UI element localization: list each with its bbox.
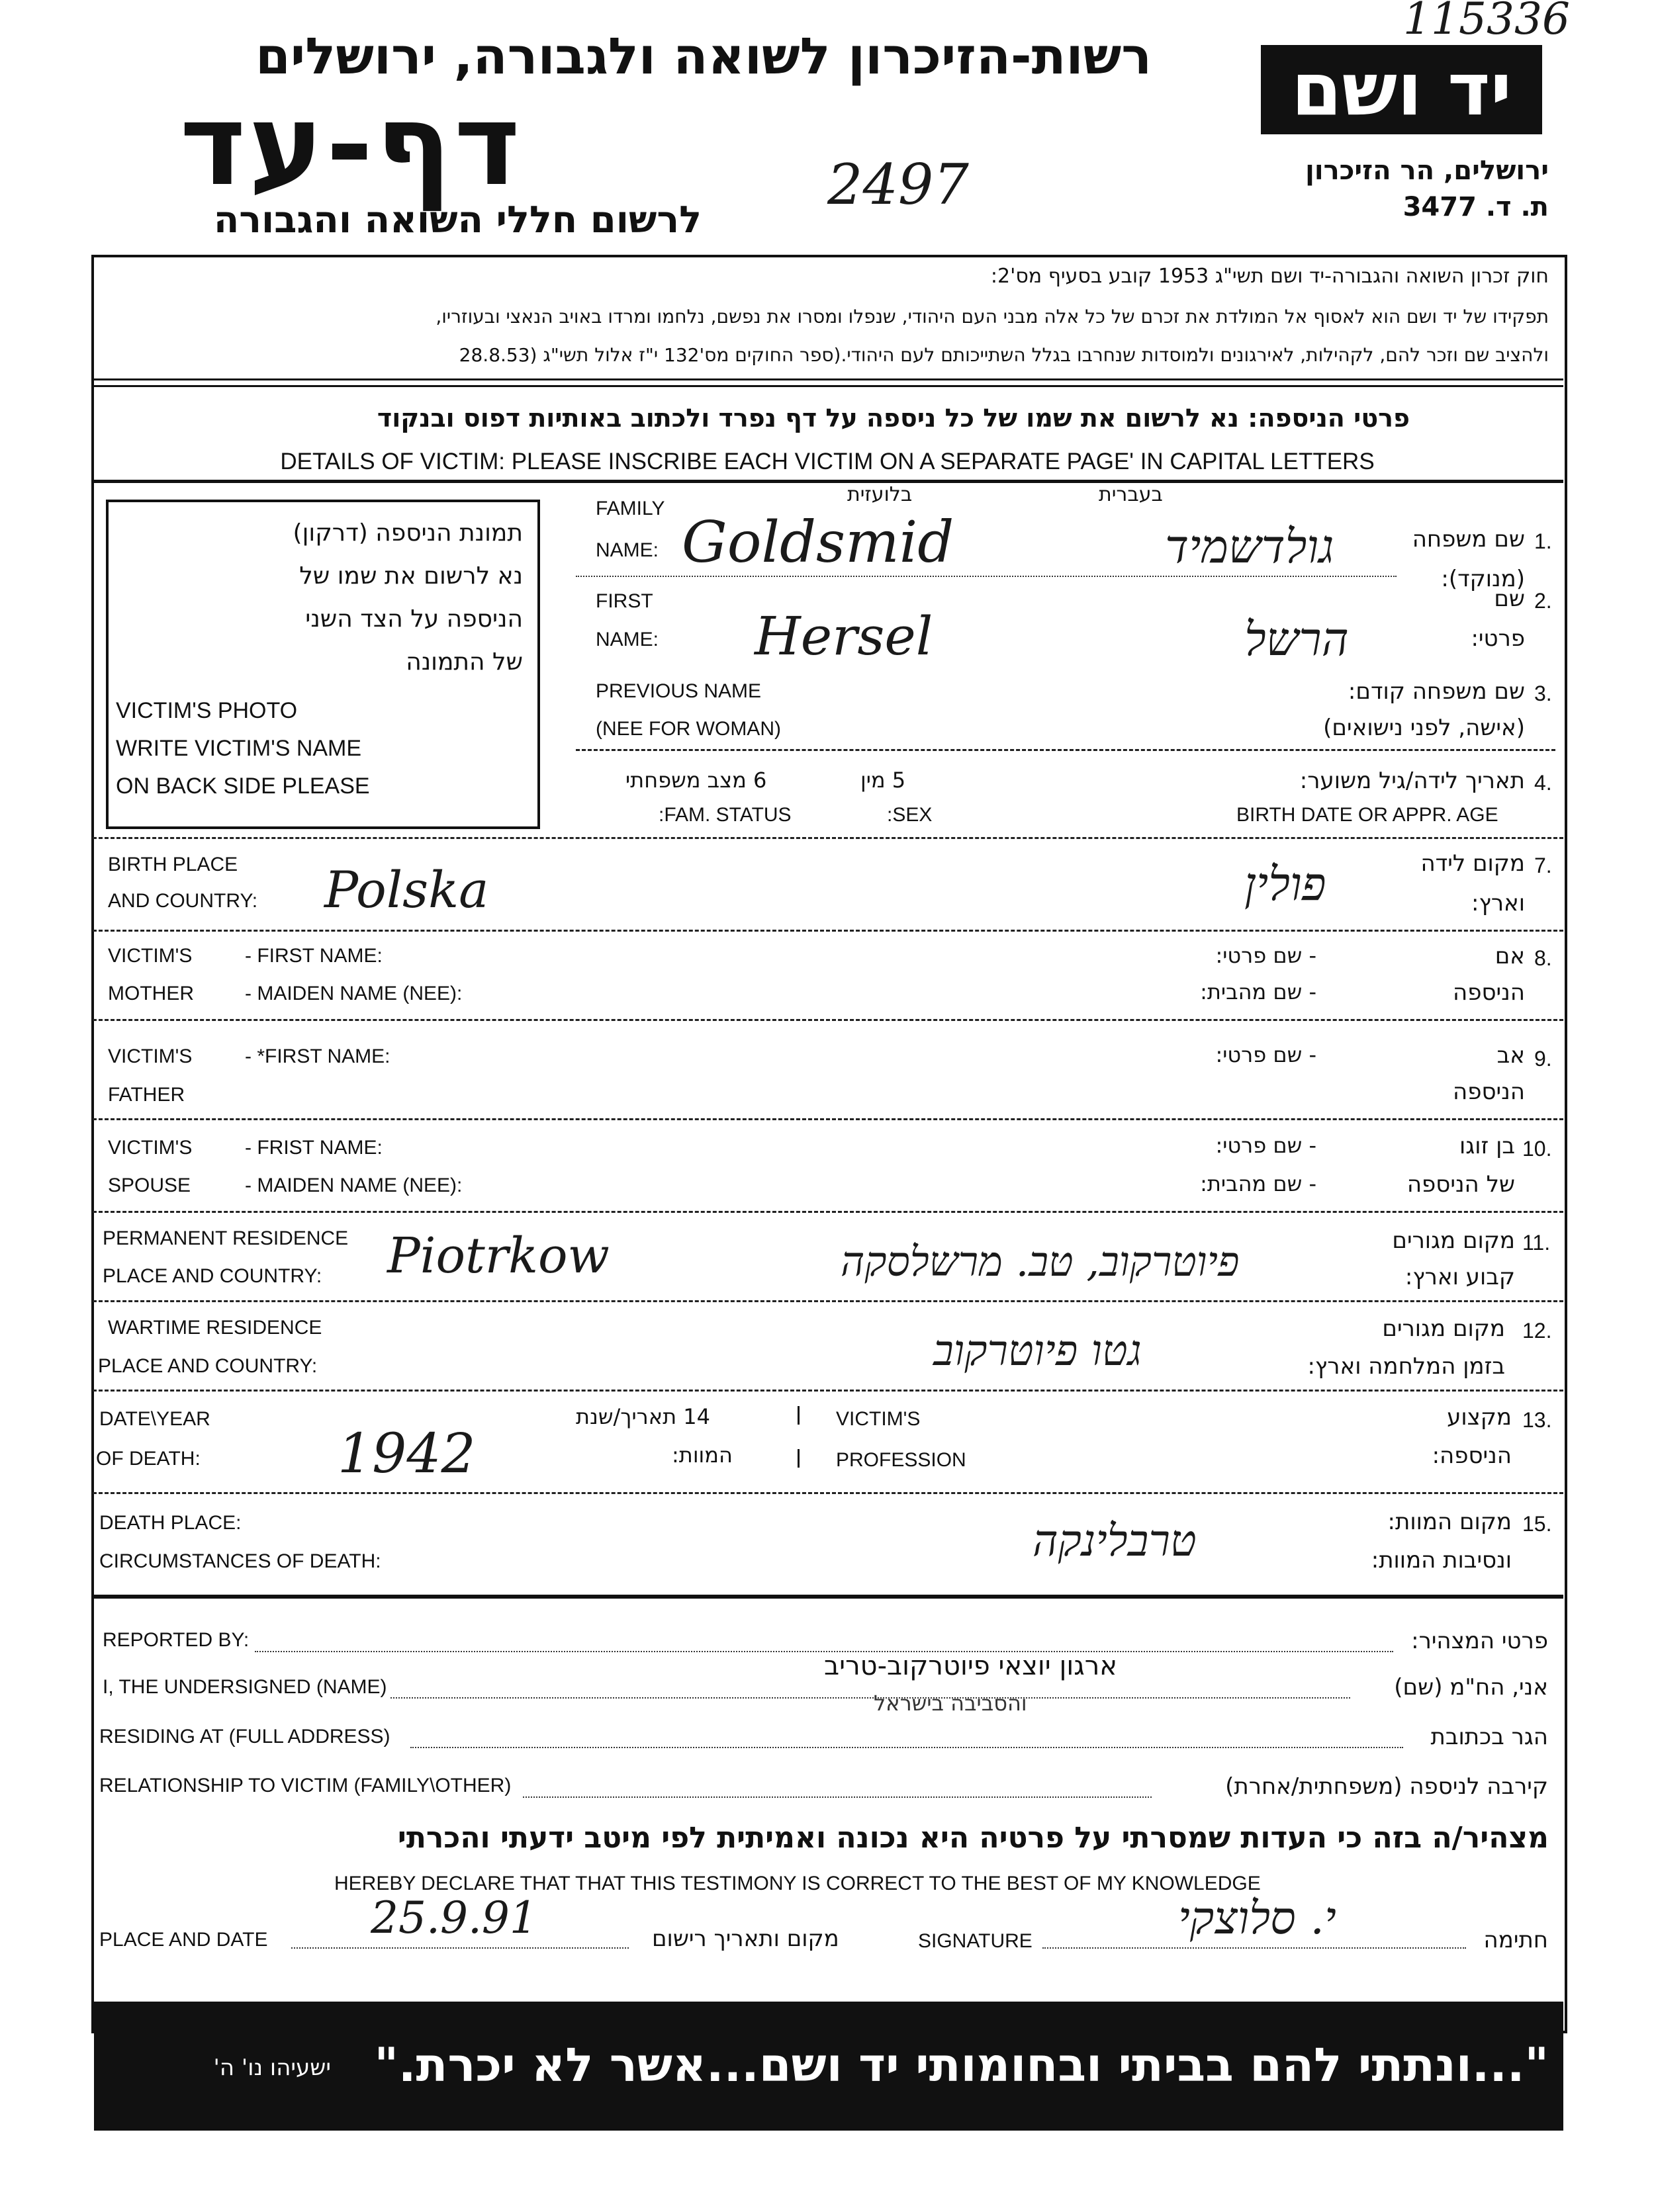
f8-en1: VICTIM'S bbox=[108, 945, 193, 967]
f10-en2: SPOUSE bbox=[108, 1174, 191, 1196]
f11-en2: PLACE AND COUNTRY: bbox=[103, 1265, 322, 1287]
signature-value[interactable]: י. סלוצקי bbox=[1178, 1892, 1336, 1945]
f8-en-sub2: - MAIDEN NAME (NEE): bbox=[245, 983, 463, 1004]
f7-he1: מקום לידה bbox=[1420, 850, 1525, 877]
f1-he2: (מנוקד): bbox=[1441, 566, 1525, 592]
f12-he1: מקום מגורים bbox=[1382, 1315, 1505, 1342]
f3-he2: (אישה, לפני נישואים) bbox=[1323, 715, 1525, 741]
f14-value-year[interactable]: 1942 bbox=[338, 1423, 476, 1485]
reporter-address-he: הגר בכתובת bbox=[1430, 1724, 1548, 1750]
f15-he2: ונסיבות המוות: bbox=[1371, 1547, 1512, 1573]
f4-en1: BIRTH DATE OR APPR. AGE bbox=[1236, 804, 1498, 826]
f8-en-sub1: - FIRST NAME: bbox=[245, 945, 383, 967]
f14-date-he1: 14 תאריך/שנת bbox=[576, 1404, 711, 1429]
f12-en1: WARTIME RESIDENCE bbox=[108, 1317, 322, 1339]
f8-num: 8. bbox=[1534, 946, 1552, 970]
f13-num: 13. bbox=[1522, 1408, 1552, 1432]
f11-he1: מקום מגורים bbox=[1392, 1227, 1515, 1254]
f11-he2: קבוע וארץ: bbox=[1404, 1264, 1515, 1290]
f10-en-sub2: - MAIDEN NAME (NEE): bbox=[245, 1174, 463, 1196]
f11-en1: PERMANENT RESIDENCE bbox=[103, 1227, 349, 1249]
f7-en1: BIRTH PLACE bbox=[108, 854, 238, 875]
f9-num: 9. bbox=[1534, 1047, 1552, 1071]
place-date-he: מקום ותאריך רישום bbox=[652, 1925, 839, 1952]
address-line2: ת. ד. 3477 bbox=[1402, 192, 1549, 222]
f9-he2: הניספה bbox=[1453, 1079, 1525, 1105]
f3-en1: PREVIOUS NAME bbox=[596, 680, 762, 702]
reporter-name-value1[interactable]: ארגון יוצאי פיוטרקוב-טריב bbox=[824, 1651, 1118, 1681]
f7-he2: וארץ: bbox=[1471, 890, 1525, 916]
f10-sub2: - שם מהבית: bbox=[1200, 1171, 1316, 1196]
f9-en2: FATHER bbox=[108, 1084, 185, 1106]
f4-num: 4. bbox=[1534, 771, 1552, 795]
reporter-address-en: RESIDING AT (FULL ADDRESS) bbox=[99, 1726, 391, 1747]
f13-en2: PROFESSION bbox=[836, 1449, 966, 1471]
f2-num: 2. bbox=[1534, 589, 1552, 613]
f8-he2: הניספה bbox=[1453, 979, 1525, 1006]
f1-en1: FAMILY bbox=[596, 498, 665, 519]
f9-he1: אב bbox=[1496, 1042, 1525, 1069]
f11-num: 11. bbox=[1522, 1231, 1551, 1255]
f15-he1: מקום המוות: bbox=[1387, 1509, 1512, 1535]
f15-num: 15. bbox=[1522, 1512, 1552, 1536]
f13-en1: VICTIM'S bbox=[836, 1408, 921, 1430]
f3-he1: שם משפחה קודם: bbox=[1348, 678, 1525, 705]
law-text-line1: חוק זכרון השואה והגבורה-יד ושם תשי"ג 1953 קובע בסעיף מס'2: bbox=[990, 265, 1549, 288]
declaration-en: HEREBY DECLARE THAT THAT THIS TESTIMONY IS CORRECT TO THE BEST OF MY KNOWLEDGE bbox=[334, 1873, 1261, 1894]
f13-he1: מקצוע bbox=[1447, 1404, 1512, 1431]
f11-value-latin[interactable]: Piotrkow bbox=[387, 1227, 610, 1284]
reporter-title-he: פרטי המצהיר: bbox=[1411, 1628, 1548, 1654]
photo-box-he4: של התמונה bbox=[406, 648, 523, 676]
f8-sub2: - שם מהבית: bbox=[1200, 979, 1316, 1004]
photo-box-en3: ON BACK SIDE PLEASE bbox=[116, 774, 370, 799]
f15-en2: CIRCUMSTANCES OF DEATH: bbox=[99, 1550, 381, 1572]
f12-he2: בזמן המלחמה וארץ: bbox=[1307, 1353, 1505, 1380]
institution-name: רשות-הזיכרון לשואה ולגבורה, ירושלים bbox=[255, 26, 1152, 85]
f1-value-latin[interactable]: Goldsmid bbox=[682, 509, 954, 576]
reporter-name-he: אני, הח"מ (שם) bbox=[1394, 1674, 1548, 1701]
f4-fam-he: 6 מצב משפחתי bbox=[625, 768, 767, 793]
reporter-title-en: REPORTED BY: bbox=[103, 1629, 250, 1651]
footer-source: ישעיהו נו' ה' bbox=[213, 2055, 331, 2081]
f15-value-hebrew[interactable]: טרבלינקה bbox=[1033, 1515, 1197, 1566]
f1-num: 1. bbox=[1534, 529, 1552, 553]
photo-box-en1: VICTIM'S PHOTO bbox=[116, 698, 298, 723]
f7-value-hebrew[interactable]: פולין bbox=[1244, 857, 1326, 911]
f2-he1: שם bbox=[1494, 586, 1525, 612]
f10-en1: VICTIM'S bbox=[108, 1137, 193, 1159]
f8-he1: אם bbox=[1494, 943, 1525, 969]
f10-num: 10. bbox=[1522, 1137, 1552, 1161]
f4-sex-en: :SEX bbox=[887, 804, 933, 826]
photo-box-en2: WRITE VICTIM'S NAME bbox=[116, 736, 362, 761]
form-subtitle: לרשום חללי השואה והגבורה bbox=[213, 199, 702, 242]
yad-vashem-logo: יד ושם bbox=[1261, 45, 1542, 134]
signature-en: SIGNATURE bbox=[918, 1930, 1033, 1952]
f2-value-latin[interactable]: Hersel bbox=[755, 605, 933, 667]
f12-value-hebrew[interactable]: גטו פיוטרקוב bbox=[933, 1327, 1142, 1376]
f1-value-hebrew[interactable]: גולדשמיד bbox=[1165, 519, 1334, 574]
reporter-name-en: I, THE UNDERSIGNED (NAME) bbox=[103, 1676, 387, 1698]
details-heading-he: פרטי הניספה: נא לרשום את שמו של כל ניספה על דף נפרד ולכתוב באותיות דפוס ובנקוד bbox=[377, 404, 1410, 433]
f12-num: 12. bbox=[1522, 1319, 1552, 1343]
f8-sub1: - שם פרטי: bbox=[1215, 943, 1316, 968]
reporter-relationship-he: קירבה לניספה (משפחתית/אחרת) bbox=[1225, 1773, 1548, 1800]
f10-en-sub1: - FRIST NAME: bbox=[245, 1137, 383, 1159]
place-date-en: PLACE AND DATE bbox=[99, 1929, 268, 1951]
col-latin: בלועזית bbox=[847, 483, 913, 506]
archive-number: 115336 bbox=[1403, 0, 1570, 44]
f9-en-sub1: - *FIRST NAME: bbox=[245, 1045, 391, 1067]
f7-num: 7. bbox=[1534, 854, 1552, 877]
col-hebrew: בעברית bbox=[1099, 483, 1163, 506]
f4-he1: תאריך לידה/גיל משוער: bbox=[1299, 768, 1525, 794]
f1-en2: NAME: bbox=[596, 539, 659, 561]
details-heading-en: DETAILS OF VICTIM: PLEASE INSCRIBE EACH VICTIM ON A SEPARATE PAGE' IN CAPITAL LETTERS bbox=[280, 449, 1375, 474]
f1-he1: שם משפחה bbox=[1412, 526, 1525, 553]
reporter-name-value2[interactable]: והסביבה בישראל bbox=[874, 1691, 1027, 1716]
f7-value-latin[interactable]: Polska bbox=[324, 860, 489, 919]
f14-date-en1: DATE\YEAR bbox=[99, 1408, 210, 1430]
f10-he2: של הניספה bbox=[1406, 1171, 1515, 1198]
f10-he1: בן זוגו bbox=[1459, 1133, 1515, 1159]
signature-he: חתימה bbox=[1483, 1927, 1548, 1953]
place-date-value[interactable]: 25.9.91 bbox=[371, 1892, 537, 1943]
f8-en2: MOTHER bbox=[108, 983, 194, 1004]
f12-en2: PLACE AND COUNTRY: bbox=[98, 1355, 318, 1377]
f9-sub1: - שם פרטי: bbox=[1215, 1042, 1316, 1067]
photo-box-he2: נא לרשום את שמו של bbox=[299, 562, 523, 590]
f11-value-hebrew[interactable]: פיוטרקוב, טב. מרשלסקה bbox=[841, 1237, 1240, 1286]
f2-value-hebrew[interactable]: הרשל bbox=[1244, 612, 1349, 666]
page-number: 2497 bbox=[827, 152, 969, 217]
address-line1: ירושלים, הר הזיכרון bbox=[1305, 155, 1549, 186]
f15-en1: DEATH PLACE: bbox=[99, 1512, 242, 1534]
form-title: דף-עד bbox=[179, 80, 523, 211]
photo-box-he3: הניספה על הצד השני bbox=[305, 605, 523, 633]
law-text-line2: תפקידו של יד ושם הוא לאסוף אל המולדת את זכרם של כל אלה מבני העם היהודי, שנפלו ומסרו את נפשם, נלחמו ומרדו באויב הנאצי ובעוזריו, bbox=[436, 306, 1549, 328]
f7-en2: AND COUNTRY: bbox=[108, 890, 258, 912]
f3-en2: (NEE FOR WOMAN) bbox=[596, 718, 781, 740]
f4-fam-en: :FAM. STATUS bbox=[659, 804, 792, 826]
footer-quote: "...ונתתי להם בביתי ובחומותי יד ושם...אשר לא יכרת." bbox=[374, 2038, 1549, 2092]
photo-box-he1: תמונת הניספה (דרקון) bbox=[293, 519, 523, 547]
f9-en1: VICTIM'S bbox=[108, 1045, 193, 1067]
f4-sex-he: 5 מין bbox=[860, 768, 906, 793]
f10-sub1: - שם פרטי: bbox=[1215, 1133, 1316, 1158]
law-text-line3: ולהציב שם וזכר להם, לקהילות, לאירגונים ולמוסדות שנחרבו בגלל השתייכותם לעם היהודי.(ספר החוקים מס'132 י"ז אלול תשי"ג (28.8.53 bbox=[459, 344, 1549, 366]
declaration-he: מצהיר/ה בזה כי העדות שמסרתי על פרטיה היא נכונה ואמיתית לפי מיטב ידעתי והכרתי bbox=[397, 1821, 1549, 1855]
reporter-relationship-en: RELATIONSHIP TO VICTIM (FAMILY\OTHER) bbox=[99, 1775, 512, 1796]
f14-date-he2: המוות: bbox=[672, 1442, 733, 1468]
f2-en1: FIRST bbox=[596, 590, 653, 612]
f13-he2: הניספה: bbox=[1432, 1442, 1512, 1469]
f2-he2: פרטי: bbox=[1471, 625, 1525, 652]
f2-en2: NAME: bbox=[596, 629, 659, 650]
f3-num: 3. bbox=[1534, 682, 1552, 705]
f14-date-en2: OF DEATH: bbox=[96, 1448, 201, 1470]
